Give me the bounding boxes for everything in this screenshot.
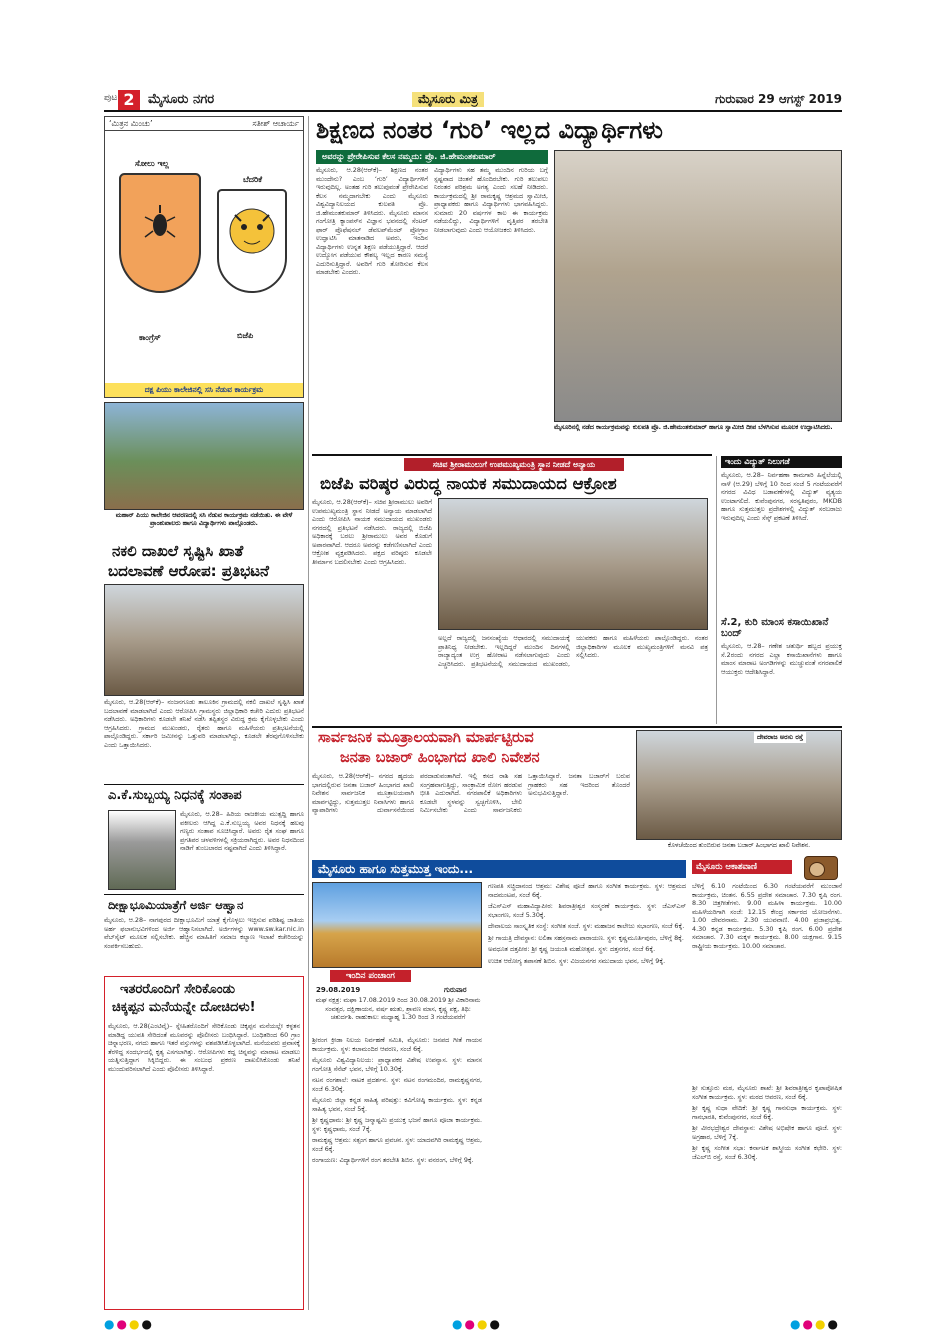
obituary-headline: ಎ.ಕೆ.ಸುಬ್ಬಯ್ಯ ನಿಧನಕ್ಕೆ ಸಂತಾಪ [108, 788, 242, 803]
panchanga-day: ಗುರುವಾರ [444, 986, 467, 994]
bjp-body-col1: ಮೈಸೂರು, ಆ.28(ಆರ್‌ಕೆ)– ಸಚಿವ ಶ್ರೀರಾಮುಲು ಅವರಿಗೆ ಉಪಮುಖ್ಯಮಂತ್ರಿ ಸ್ಥಾನ ನೀಡದೆ ಅನ್ಯಾಯ ಮಾಡಲಾಗಿದೆ ಎಂದು ಆರೋಪಿಸಿ ನಾಯಕ ಸಮುದಾಯದ ಮುಖಂಡರು ನಗರದಲ್ಲಿ ಪ್ರತಿಭಟನೆ ನಡೆಸಿದರು. ರಾಜ್ಯದಲ್ಲಿ ಬಿಜೆಪಿ ಅಧಿಕಾರಕ್ಕೆ ಬರಲು ಶ್ರೀರಾಮುಲು ಅವರ ಕೊಡುಗೆ ಅಪಾರವಾಗಿದೆ. ಆದರೂ ಅವರನ್ನು ಕಡೆಗಣಿಸಲಾಗಿದೆ ಎಂದು ಆಕ್ರೋಶ ವ್ಯಕ್ತಪಡಿಸಿದರು. ಪಕ್ಷದ ವರಿಷ್ಠರು ಕೂಡಲೇ ತೀರ್ಮಾನ ಬದಲಿಸಬೇಕು ಎಂದು ಆಗ್ರಹಿಸಿದರು. [312, 498, 432, 566]
event-item: ನಟನ ರಂಗಶಾಲೆ: ನಾಟಕ ಪ್ರದರ್ಶನ. ಸ್ಥಳ: ನಟನ ರಂಗಮಂದಿರ, ರಾಮಕೃಷ್ಣನಗರ, ಸಂಜೆ 6.30ಕ್ಕೆ. [312, 1076, 482, 1093]
theft-headline-2: ಚಿಕ್ಕಪ್ಪನ ಮನೆಯನ್ನೇ ದೋಚಿದಳು! [112, 1000, 256, 1015]
tiger-shield-icon [217, 189, 287, 293]
event-item: ಶ್ರೀರಂಗ ಕ್ರೀಡಾ ನಿಲಯ ನಿರ್ವಹಣೆ ಸಮಿತಿ, ಮೈಸೂರು: ಜನಪದ ಗೀತೆ ಗಾಯನ ಕಾರ್ಯಕ್ರಮ. ಸ್ಥಳ: ಕಲಾಮಂದಿರ ಆವರಣ, ಸಂಜೆ 6ಕ್ಕೆ. [312, 1036, 482, 1053]
power-cut-body: ಮೈಸೂರು, ಆ.28– ನಿರ್ವಹಣಾ ಕಾಮಗಾರಿ ಹಿನ್ನೆಲೆಯಲ್ಲಿ ನಾಳೆ (ಆ.29) ಬೆಳಿಗ್ಗೆ 10 ರಿಂದ ಸಂಜೆ 5 ಗಂಟೆಯವರೆಗೆ ನಗರದ ವಿವಿಧ ಬಡಾವಣೆಗಳಲ್ಲಿ ವಿದ್ಯುತ್ ವ್ಯತ್ಯಯ ಉಂಟಾಗಲಿದೆ. ಕುವೆಂಪುನಗರ, ಸರಸ್ವತಿಪುರಂ, MKDB ಹಾಗೂ ಸುತ್ತಮುತ್ತಲ ಪ್ರದೇಶಗಳಲ್ಲಿ ವಿದ್ಯುತ್ ಸರಬರಾಜು ಇರುವುದಿಲ್ಲ ಎಂದು ಸೆಸ್ಕ್ ಪ್ರಕಟಣೆ ತಿಳಿಸಿದೆ. [721, 471, 842, 522]
event-item: ಶ್ರೀ ಸುತ್ತೂರು ಮಠ, ಮೈಸೂರು ಶಾಖೆ: ಶ್ರೀ ಶಿವರಾತ್ರೀಶ್ವರ ಕೃಪಾಪೋಷಿತ ಸಂಗೀತ ಕಾರ್ಯಕ್ರಮ. ಸ್ಥಳ: ಮಠದ ಆವರಣ, ಸಂಜೆ 6ಕ್ಕೆ. [692, 1084, 842, 1101]
panchanga-body: ಮಘ ನಕ್ಷತ್ರ: ಮಘಾ 17.08.2019 ರಿಂದ 30.08.2019 ಶ್ರೀ ವಿಕಾರಿನಾಮ ಸಂವತ್ಸರ, ದಕ್ಷಿಣಾಯನ, ವರ್ಷ ಋತು, ಶ್ರಾವಣ ಮಾಸ, ಕೃಷ್ಣ ಪಕ್ಷ, ತಿಥಿ: ಚತುರ್ದಶಿ. ರಾಹುಕಾಲ: ಮಧ್ಯಾಹ್ನ 1.30 ರಿಂದ 3 ಗಂಟೆಯವರೆಗೆ [315, 996, 481, 1021]
sapling-photo-caption: ಮಹಾನ್ ಪಿಯು ಕಾಲೇಜಿನ ಆವರಣದಲ್ಲಿ ಸಸಿ ನೆಡುವ ಕಾರ್ಯಕ್ರಮ ನಡೆಯಿತು. ಈ ವೇಳೆ ಪ್ರಾಂಶುಪಾಲರು ಹಾಗೂ ವಿದ್ಯಾರ್ಥಿಗಳು ಪಾಲ್ಗೊಂಡರು. [115, 512, 293, 527]
cartoon-author: ಸತೀಶ್ ಆಚಾರ್ಯ [252, 119, 299, 128]
bazaar-photo-caption: ಕೊಳಚೆಯಿಂದ ತುಂಬಿರುವ ಜನತಾ ಬಜಾರ್ ಹಿಂಭಾಗದ ಖಾಲಿ ನಿವೇಶನ. [667, 842, 811, 849]
cartoon-caption: ದಕ್ಷ ಪಿಯು ಕಾಲೇಜಿನಲ್ಲಿ ಸಸಿ ನೆಡುವ ಕಾರ್ಯಕ್ರಮ [105, 383, 303, 397]
cartoon-panel [104, 116, 304, 398]
bazaar-body: ಮೈಸೂರು, ಆ.28(ಆರ್‌ಕೆ)– ನಗರದ ಹೃದಯ ಭಾಗದಲ್ಲಿರುವ ಜನತಾ ಬಜಾರ್ ಹಿಂಭಾಗದ ಖಾಲಿ ನಿವೇಶನ ಸಾರ್ವಜನಿಕ ಮೂತ್ರಾಲಯವಾಗಿ ಮಾರ್ಪಟ್ಟಿದ್ದು, ಸುತ್ತಮುತ್ತಲ ನಿವಾಸಿಗಳು ಹಾಗೂ ವ್ಯಾಪಾರಿಗಳು ದುರ್ವಾಸನೆಯಿಂದ ಪರದಾಡುವಂತಾಗಿದೆ. ಇಲ್ಲಿ ಕಸದ ರಾಶಿ ಸಹ ಸಂಗ್ರಹವಾಗುತ್ತಿದ್ದು, ಸಾಂಕ್ರಾಮಿಕ ರೋಗ ಹರಡುವ ಭೀತಿ ಎದುರಾಗಿದೆ. ನಗರಪಾಲಿಕೆ ಅಧಿಕಾರಿಗಳು ಕೂಡಲೇ ಸ್ಥಳವನ್ನು ಸ್ವಚ್ಛಗೊಳಿಸಿ, ಬೇಲಿ ನಿರ್ಮಿಸಬೇಕು ಎಂದು ಸಾರ್ವಜನಿಕರು ಒತ್ತಾಯಿಸಿದ್ದಾರೆ. ಜನತಾ ಬಜಾರ್‌ಗೆ ಬರುವ ಗ್ರಾಹಕರು ಸಹ ಇದರಿಂದ ತೊಂದರೆ ಅನುಭವಿಸುತ್ತಿದ್ದಾರೆ. [312, 772, 630, 814]
registration-marks-center: ●●●● [452, 1317, 502, 1331]
theft-headline-1: ಇತರರೊಂದಿಗೆ ಸೇರಿಕೊಂಡು [120, 982, 236, 997]
slaughterhouse-body: ಮೈಸೂರು, ಆ.28– ಗಣೇಶ ಚತುರ್ಥಿ ಹಬ್ಬದ ಪ್ರಯುಕ್ತ ಸೆ.2ರಂದು ನಗರದ ಎಲ್ಲಾ ಕಸಾಯಿಖಾನೆಗಳು ಹಾಗೂ ಮಾಂಸ ಮಾರಾಟ ಅಂಗಡಿಗಳನ್ನು ಮುಚ್ಚುವಂತೆ ನಗರಪಾಲಿಕೆ ಆಯುಕ್ತರು ಆದೇಶಿಸಿದ್ದಾರೆ. [721, 642, 842, 676]
panchanga-date: 29.08.2019 [316, 986, 361, 994]
registration-marks-left: ●●●● [104, 1317, 154, 1331]
events-col-middle [488, 882, 686, 1310]
lead-photo-caption: ಮೈಸೂರಿನಲ್ಲಿ ನಡೆದ ಕಾರ್ಯಕ್ರಮವನ್ನು ಕುಲಪತಿ ಪ್ರೊ. ಜಿ.ಹೇಮಂತಕುಮಾರ್ ಹಾಗೂ ಸ್ವಾಮೀಜಿ ದೀಪ ಬೆಳಗಿಸುವ ಮೂಲಕ ಉದ್ಘಾಟಿಸಿದರು. [554, 424, 833, 431]
protest-body: ಮೈಸೂರು, ಆ.28(ಆರ್‌ಕೆ)– ನಂಜನಗೂಡು ತಾಲೂಕಿನ ಗ್ರಾಮದಲ್ಲಿ ನಕಲಿ ದಾಖಲೆ ಸೃಷ್ಟಿಸಿ ಖಾತೆ ಬದಲಾವಣೆ ಮಾಡಲಾಗಿದೆ ಎಂದು ಆರೋಪಿಸಿ ಗ್ರಾಮಸ್ಥರು ಜಿಲ್ಲಾಧಿಕಾರಿ ಕಚೇರಿ ಎದುರು ಪ್ರತಿಭಟನೆ ನಡೆಸಿದರು. ಅಧಿಕಾರಿಗಳು ಕೂಡಲೇ ತನಿಖೆ ನಡೆಸಿ ತಪ್ಪಿತಸ್ಥರ ವಿರುದ್ಧ ಕ್ರಮ ಕೈಗೊಳ್ಳಬೇಕು ಎಂದು ಆಗ್ರಹಿಸಿದರು. ಗ್ರಾಮದ ಮುಖಂಡರು, ರೈತರು ಹಾಗೂ ಮಹಿಳೆಯರು ಪ್ರತಿಭಟನೆಯಲ್ಲಿ ಪಾಲ್ಗೊಂಡಿದ್ದರು. ಸರ್ಕಾರಿ ಜಮೀನನ್ನು ಒತ್ತುವರಿ ಮಾಡಲಾಗಿದ್ದು, ಕೂಡಲೇ ತೆರವುಗೊಳಿಸಬೇಕು ಎಂದು ಒತ್ತಾಯಿಸಿದರು. [104, 698, 304, 749]
lead-body-col2: ವಿದ್ಯಾರ್ಥಿಗಳು ಸಹ ತಮ್ಮ ಮುಂದಿನ ಗುರಿಯ ಬಗ್ಗೆ ಸ್ಪಷ್ಟವಾದ ಚಿಂತನೆ ಹೊಂದಿರಬೇಕು. ಗುರಿ ತಲುಪಲು ನಿರಂತರ ಪರಿಶ್ರಮ ಅಗತ್ಯ ಎಂದು ಸಲಹೆ ನೀಡಿದರು. ಕಾರ್ಯಕ್ರಮದಲ್ಲಿ ಶ್ರೀ ರಾಮಕೃಷ್ಣ ಆಶ್ರಮದ ಸ್ವಾಮೀಜಿ, ಪ್ರಾಧ್ಯಾಪಕರು ಹಾಗೂ ವಿದ್ಯಾರ್ಥಿಗಳು ಭಾಗವಹಿಸಿದ್ದರು. ಸುಮಾರು 20 ವರ್ಷಗಳ ಕಾಲ ಈ ಕಾರ್ಯಕ್ರಮ ನಡೆಯಲಿದ್ದು, ವಿದ್ಯಾರ್ಥಿಗಳಿಗೆ ವೃತ್ತಿಪರ ತರಬೇತಿ ನೀಡಲಾಗುವುದು ಎಂದು ಆಯೋಜಕರು ತಿಳಿಸಿದರು. [434, 166, 548, 234]
event-item: ಮೈಸೂರು ವಿಶ್ವವಿದ್ಯಾನಿಲಯ: ಪ್ರಾಧ್ಯಾಪಕರ ವಿಶೇಷ ಉಪನ್ಯಾಸ. ಸ್ಥಳ: ಮಾನಸ ಗಂಗೋತ್ರಿ ಸೆನೆಟ್ ಭವನ, ಬೆಳಿಗ್ಗೆ 10.30ಕ್ಕೆ. [312, 1056, 482, 1073]
obituary-body: ಮೈಸೂರು, ಆ.28– ಹಿರಿಯ ರಾಜಕೀಯ ಮುತ್ಸದ್ದಿ ಹಾಗೂ ವಕೀಲರು ಆಗಿದ್ದ ಎ.ಕೆ.ಸುಬ್ಬಯ್ಯ ಅವರ ನಿಧನಕ್ಕೆ ಹಲವು ಗಣ್ಯರು ಸಂತಾಪ ಸೂಚಿಸಿದ್ದಾರೆ. ಅವರು ರೈತ ಸಂಘ ಹಾಗೂ ಪ್ರಗತಿಪರ ಚಳವಳಿಗಳಲ್ಲಿ ಸಕ್ರಿಯರಾಗಿದ್ದರು. ಅವರ ನಿಧನದಿಂದ ನಾಡಿಗೆ ತುಂಬಲಾರದ ನಷ್ಟವಾಗಿದೆ ಎಂದು ತಿಳಿಸಿದ್ದಾರೆ. [180, 810, 304, 852]
lead-kicker: ಅವರನ್ನು ಪ್ರೇರೇಪಿಸುವ ಕೆಲಸ ನಮ್ಮದು: ಪ್ರೊ. ಜಿ.ಹೇಮಂತಕುಮಾರ್ [316, 150, 548, 164]
protest-headline-1: ನಕಲಿ ದಾಖಲೆ ಸೃಷ್ಟಿಸಿ ಖಾತೆ [112, 542, 244, 560]
lead-body-col1: ಮೈಸೂರು, ಆ.28(ಆರ್‌ಕೆ)– ಶಿಕ್ಷಣದ ನಂತರ ಮುಂದೇನು? ಎಂಬ ‘ಗುರಿ’ ವಿದ್ಯಾರ್ಥಿಗಳಿಗೆ ಇರುವುದಿಲ್ಲ. ಅಂತಹ ಗುರಿ ತಲುಪುವಂತೆ ಪ್ರೇರೇಪಿಸುವ ಕೆಲಸ ನಮ್ಮದಾಗಬೇಕು ಎಂದು ಮೈಸೂರು ವಿಶ್ವವಿದ್ಯಾನಿಲಯದ ಕುಲಪತಿ ಪ್ರೊ. ಜಿ.ಹೇಮಂತಕುಮಾರ್ ತಿಳಿಸಿದರು. ಮೈಸೂರು ಮಾನಸ ಗಂಗೋತ್ರಿ ಕ್ಯಾಂಪಸ್‌ನ ವಿಜ್ಞಾನ ಭವನದಲ್ಲಿ ಸೆಂಟರ್ ಫಾರ್ ಪ್ರೊಫೆಷನಲ್ ಡೆವಲಪ್‌ಮೆಂಟ್ ಪ್ರೋಗ್ರಾಂ ಉದ್ಘಾಟಿಸಿ ಮಾತನಾಡಿದ ಅವರು, ಇಂದಿನ ವಿದ್ಯಾರ್ಥಿಗಳು ಉನ್ನತ ಶಿಕ್ಷಣ ಪಡೆಯುತ್ತಿದ್ದಾರೆ. ಆದರೆ ಉದ್ಯೋಗ ಪಡೆಯುವ ಕೌಶಲ್ಯ ಇಲ್ಲದ ಕಾರಣ ಸಮಸ್ಯೆ ಎದುರಿಸುತ್ತಿದ್ದಾರೆ. ಅವರಿಗೆ ಗುರಿ ತೋರಿಸುವ ಕೆಲಸ ಮಾಡಬೇಕು ಎಂದರು. [316, 166, 428, 276]
bazaar-headline-1: ಸಾರ್ವಜನಿಕ ಮೂತ್ರಾಲಯವಾಗಿ ಮಾರ್ಪಟ್ಟಿರುವ [318, 730, 534, 746]
page-label: ಪುಟ [104, 93, 118, 103]
lead-headline: ಶಿಕ್ಷಣದ ನಂತರ ‘ಗುರಿ’ ಇಲ್ಲದ ವಿದ್ಯಾರ್ಥಿಗಳು [316, 116, 663, 144]
issue-date: ಗುರುವಾರ 29 ಆಗಸ್ಟ್ 2019 [715, 92, 842, 106]
bjp-kicker: ಸಚಿವ ಶ್ರೀರಾಮುಲುಗೆ ಉಪಮುಖ್ಯಮಂತ್ರಿ ಸ್ಥಾನ ನೀಡದೆ ಅನ್ಯಾಯ [404, 458, 624, 471]
bazaar-site-photo [636, 730, 842, 840]
cartoon-label-left-top: ಸೋಲು ಇಲ್ಲ [135, 159, 169, 168]
event-item: ಶ್ರೀ ಕೃಷ್ಣ ಸಂಗೀತ ಸಭಾ: ಕರ್ನಾಟಕ ಶಾಸ್ತ್ರೀಯ ಸಂಗೀತ ಕಛೇರಿ. ಸ್ಥಳ: ಜೆಎಲ್‌ಬಿ ರಸ್ತೆ, ಸಂಜೆ 6.30ಕ್ಕೆ. [692, 1144, 842, 1161]
event-item: ಶ್ರೀ ವೀರಭದ್ರೇಶ್ವರ ದೇವಸ್ಥಾನ: ವಿಶೇಷ ಅಭಿಷೇಕ ಹಾಗೂ ಪೂಜೆ. ಸ್ಥಳ: ಅಗ್ರಹಾರ, ಬೆಳಿಗ್ಗೆ 7ಕ್ಕೆ. [692, 1124, 842, 1141]
events-col-left [312, 1036, 482, 1310]
registration-marks-right: ●●●● [790, 1317, 840, 1331]
deeksha-body: ಮೈಸೂರು, ಆ.28– ನಾಗಪುರದ ದೀಕ್ಷಾಭೂಮಿಗೆ ಯಾತ್ರೆ ಕೈಗೊಳ್ಳಲು ಇಚ್ಛಿಸುವ ಪರಿಶಿಷ್ಟ ಜಾತಿಯ ಅರ್ಹ ಫಲಾನುಭವಿಗಳಿಂದ ಅರ್ಜಿ ಆಹ್ವಾನಿಸಲಾಗಿದೆ. ಅರ್ಜಿಗಳನ್ನು www.sw.kar.nic.in ವೆಬ್‌ಸೈಟ್ ಮೂಲಕ ಸಲ್ಲಿಸಬೇಕು. ಹೆಚ್ಚಿನ ಮಾಹಿತಿಗೆ ಸಮಾಜ ಕಲ್ಯಾಣ ಇಲಾಖೆ ಕಚೇರಿಯನ್ನು ಸಂಪರ್ಕಿಸಬಹುದು. [104, 916, 304, 950]
power-cut-title: ಇಂದು ವಿದ್ಯುತ್ ನಿಲುಗಡೆ [721, 456, 842, 468]
deeksha-headline: ದೀಕ್ಷಾಭೂಮಿಯಾತ್ರೆಗೆ ಅರ್ಜಿ ಆಹ್ವಾನ [108, 898, 244, 912]
masthead-logo: ಮೈಸೂರು ಮಿತ್ರ [412, 92, 484, 107]
cartoon-label-left-bottom: ಕಾಂಗ್ರೆಸ್ [139, 333, 161, 342]
lead-event-photo [554, 150, 842, 422]
event-item: ಅವಧೂತ ದತ್ತಪೀಠ: ಶ್ರೀ ಕೃಷ್ಣ ಜಯಂತಿ ಮಹೋತ್ಸವ. ಸ್ಥಳ: ದತ್ತನಗರ, ಸಂಜೆ 6ಕ್ಕೆ. [488, 945, 656, 953]
page-number: 2 [118, 90, 140, 110]
event-item: ಶ್ರೀ ಕೃಷ್ಣ ಸುಧಾ ವೇದಿಕೆ: ಶ್ರೀ ಕೃಷ್ಣ ಗಾನಸುಧಾ ಕಾರ್ಯಕ್ರಮ. ಸ್ಥಳ: ಗಾನಭಾರತಿ, ಕುವೆಂಪುನಗರ, ಸಂಜೆ 6ಕ್ಕೆ. [692, 1104, 842, 1121]
cartoon-title: ‘ಮಿತ್ರನ ಮಿಂಚು’ [109, 119, 153, 128]
bjp-body-col2: ಅಲ್ಲದೆ ರಾಜ್ಯದಲ್ಲಿ ಜನಸಂಖ್ಯೆಯ ಆಧಾರದಲ್ಲಿ ಸಮುದಾಯಕ್ಕೆ ಪ್ರಾತಿನಿಧ್ಯ ನೀಡಬೇಕು. ಇಲ್ಲದಿದ್ದರೆ ಮುಂದಿನ ದಿನಗಳಲ್ಲಿ ರಾಜ್ಯಾದ್ಯಂತ ಉಗ್ರ ಹೋರಾಟ ನಡೆಸಲಾಗುವುದು ಎಂದು ಎಚ್ಚರಿಸಿದರು. ಪ್ರತಿಭಟನೆಯಲ್ಲಿ ಸಮುದಾಯದ ಮುಖಂಡರು, ಯುವಕರು ಹಾಗೂ ಮಹಿಳೆಯರು ಪಾಲ್ಗೊಂಡಿದ್ದರು. ನಂತರ ಜಿಲ್ಲಾಧಿಕಾರಿಗಳ ಮೂಲಕ ಮುಖ್ಯಮಂತ್ರಿಗಳಿಗೆ ಮನವಿ ಪತ್ರ ಸಲ್ಲಿಸಿದರು. [438, 634, 708, 668]
newspaper-page [104, 90, 842, 1312]
bazaar-headline-2: ಜನತಾ ಬಜಾರ್ ಹಿಂಭಾಗದ ಖಾಲಿ ನಿವೇಶನ [340, 750, 540, 766]
bazaar-photo-tag: ದೇವರಾಜ ಅರಸು ರಸ್ತೆ [754, 732, 806, 743]
power-cut-box [716, 456, 842, 724]
sapling-planting-photo [104, 402, 304, 510]
event-item: ಉಚಿತ ಆರೋಗ್ಯ ತಪಾಸಣೆ ಶಿಬಿರ. ಸ್ಥಳ: ವಿಜಯನಗರ ಸಮುದಾಯ ಭವನ, ಬೆಳಿಗ್ಗೆ 9ಕ್ಕೆ. [488, 956, 666, 965]
slaughterhouse-subhead: ಸೆ.2, ಕುರಿ ಮಾಂಸ ಕಸಾಯಿಖಾನೆ ಬಂದ್ [721, 617, 829, 639]
panchanga-title: ಇಂದಿನ ಪಂಚಾಂಗ [330, 970, 411, 982]
shield-left-icon [119, 173, 201, 293]
event-item: ರಂಗಾಯಣ: ವಿದ್ಯಾರ್ಥಿಗಳಿಗೆ ರಂಗ ತರಬೇತಿ ಶಿಬಿರ. ಸ್ಥಳ: ವನರಂಗ, ಬೆಳಿಗ್ಗೆ 9ಕ್ಕೆ. [312, 1156, 474, 1164]
bjp-headline: ಬಿಜೆಪಿ ವರಿಷ್ಠರ ವಿರುದ್ಧ ನಾಯಕ ಸಮುದಾಯದ ಆಕ್ರೋಶ [320, 474, 617, 493]
cartoon-label-right-bottom: ಬಿಜೆಪಿ [237, 331, 254, 340]
mysore-palace-photo [312, 882, 482, 968]
event-item: ದೇವಾಲಯ ಸಾಂಸ್ಕೃತಿಕ ಸಂಸ್ಥೆ: ಸಂಗೀತ ಸಂಜೆ. ಸ್ಥಳ: ಮಹಾಜನ ಕಾಲೇಜು ಸಭಾಂಗಣ, ಸಂಜೆ 6ಕ್ಕೆ. [488, 922, 685, 930]
radio-icon [804, 856, 838, 880]
event-item: ರಾಮಕೃಷ್ಣ ಆಶ್ರಮ: ಸತ್ಸಂಗ ಹಾಗೂ ಪ್ರವಚನ. ಸ್ಥಳ: ಯಾದವಗಿರಿ ರಾಮಕೃಷ್ಣ ಆಶ್ರಮ, ಸಂಜೆ 6ಕ್ಕೆ. [312, 1136, 482, 1153]
event-item: ಜೆಎಸ್‌ಎಸ್ ಮಹಾವಿದ್ಯಾಪೀಠ: ಶಿವರಾತ್ರೀಶ್ವರ ಸಂಸ್ಮರಣೆ ಕಾರ್ಯಕ್ರಮ. ಸ್ಥಳ: ಜೆಎಸ್‌ಎಸ್ ಸಭಾಂಗಣ, ಸಂಜೆ 5.30ಕ್ಕೆ. [488, 902, 686, 919]
page-header [104, 90, 842, 112]
theft-body: ಮೈಸೂರು, ಆ.28(ಎಂಟಿವೈ)– ಸ್ನೇಹಿತರೊಂದಿಗೆ ಸೇರಿಕೊಂಡು ಚಿಕ್ಕಪ್ಪನ ಮನೆಯಲ್ಲೇ ಕಳ್ಳತನ ಮಾಡಿದ್ದ ಯುವತಿ ಸೇರಿದಂತೆ ಮೂವರನ್ನು ಪೊಲೀಸರು ಬಂಧಿಸಿದ್ದಾರೆ. ಬಂಧಿತರಿಂದ 60 ಗ್ರಾಂ ಚಿನ್ನಾಭರಣ, ನಗದು ಹಾಗೂ ಇತರೆ ವಸ್ತುಗಳನ್ನು ವಶಪಡಿಸಿಕೊಳ್ಳಲಾಗಿದೆ. ಮನೆಯವರು ಪ್ರವಾಸಕ್ಕೆ ತೆರಳಿದ್ದ ಸಂದರ್ಭದಲ್ಲಿ ಕೃತ್ಯ ಎಸಗಲಾಗಿತ್ತು. ಆರೋಪಿಗಳು ಕದ್ದ ಚಿನ್ನವನ್ನು ಮಾರಾಟ ಮಾಡಲು ಯತ್ನಿಸುತ್ತಿದ್ದಾಗ ಸಿಕ್ಕಿಬಿದ್ದರು. ಈ ಸಂಬಂಧ ಪ್ರಕರಣ ದಾಖಲಿಸಿಕೊಂಡು ತನಿಖೆ ಮುಂದುವರಿಸಲಾಗಿದೆ ಎಂದು ಪೊಲೀಸರು ತಿಳಿಸಿದ್ದಾರೆ. [108, 1022, 300, 1073]
bjp-protest-photo [438, 498, 708, 630]
obituary-portrait [108, 810, 176, 890]
event-item: ಮೈಸೂರು ಜಿಲ್ಲಾ ಕನ್ನಡ ಸಾಹಿತ್ಯ ಪರಿಷತ್ತು: ಕವಿಗೋಷ್ಠಿ ಕಾರ್ಯಕ್ರಮ. ಸ್ಥಳ: ಕನ್ನಡ ಸಾಹಿತ್ಯ ಭವನ, ಸಂಜೆ 5ಕ್ಕೆ. [312, 1096, 482, 1113]
events-col-right [692, 1084, 842, 1310]
event-item: ಗಣಪತಿ ಸಚ್ಚಿದಾನಂದ ಆಶ್ರಮ: ವಿಶೇಷ ಪೂಜೆ ಹಾಗೂ ಸಂಗೀತ ಕಾರ್ಯಕ್ರಮ. ಸ್ಥಳ: ಆಶ್ರಮದ ನಾದಮಂಟಪ, ಸಂಜೆ 6ಕ್ಕೆ. [488, 882, 686, 899]
mysuru-today-band: ಮೈಸೂರು ಹಾಗೂ ಸುತ್ತಮುತ್ತ ಇಂದು... [312, 860, 686, 878]
cartoon-label-right-top: ಬೆದರಿಕೆ [243, 175, 263, 184]
akashavani-body: ಬೆಳಿಗ್ಗೆ 6.10 ಗಂಟೆಯಿಂದ 6.30 ಗಂಟೆಯವರೆಗೆ ಮುಂಜಾನೆ ಕಾರ್ಯಕ್ರಮ, ಚಿಂತನ. 6.55 ಪ್ರದೇಶ ಸಮಾಚಾರ. 7.30 ಕೃಷಿ ರಂಗ. 8.30 ಚಿತ್ರಗೀತೆಗಳು. 9.00 ಮಹಿಳಾ ಕಾರ್ಯಕ್ರಮ. 10.00 ಮಹಿಳೆಯರಿಗಾಗಿ ಸಂಜೆ: 12.15 ಕೇಂದ್ರ ಸರ್ಕಾರದ ಯೋಜನೆಗಳು. 1.00 ದೇವರನಾಮ. 2.30 ಯುವವಾಣಿ. 4.00 ಪ್ರಜಾಪ್ರಭುತ್ವ. 4.30 ಕನ್ನಡ ಕಾರ್ಯಕ್ರಮ. 5.30 ಕೃಷಿ ರಂಗ. 6.00 ಪ್ರದೇಶ ಸಮಾಚಾರ. 7.30 ಮಕ್ಕಳ ಕಾರ್ಯಕ್ರಮ. 8.00 ಯಕ್ಷಗಾನ. 9.15 ರಾಷ್ಟ್ರೀಯ ಕಾರ್ಯಕ್ರಮ. 10.00 ಸಮಾಚಾರ. [692, 882, 842, 950]
protest-photo [104, 584, 304, 696]
akashavani-title: ಮೈಸೂರು ಆಕಾಶವಾಣಿ [692, 860, 792, 874]
section-title: ಮೈಸೂರು ನಗರ [148, 92, 215, 107]
event-item: ಶ್ರೀ ಕೃಷ್ಣಧಾಮ: ಶ್ರೀ ಕೃಷ್ಣ ಜನ್ಮಾಷ್ಟಮಿ ಪ್ರಯುಕ್ತ ಭಜನೆ ಹಾಗೂ ಪೂಜಾ ಕಾರ್ಯಕ್ರಮ. ಸ್ಥಳ: ಕೃಷ್ಣಧಾಮ, ಸಂಜೆ 7ಕ್ಕೆ. [312, 1116, 482, 1133]
event-item: ಶ್ರೀ ಗಾಯತ್ರಿ ದೇವಸ್ಥಾನ: ಲಲಿತಾ ಸಹಸ್ರನಾಮ ಪಾರಾಯಣ. ಸ್ಥಳ: ಕೃಷ್ಣಮೂರ್ತಿಪುರಂ, ಬೆಳಿಗ್ಗೆ 8ಕ್ಕೆ. [488, 933, 684, 942]
protest-headline-2: ಬದಲಾವಣೆ ಆರೋಪ: ಪ್ರತಿಭಟನೆ [108, 562, 269, 580]
